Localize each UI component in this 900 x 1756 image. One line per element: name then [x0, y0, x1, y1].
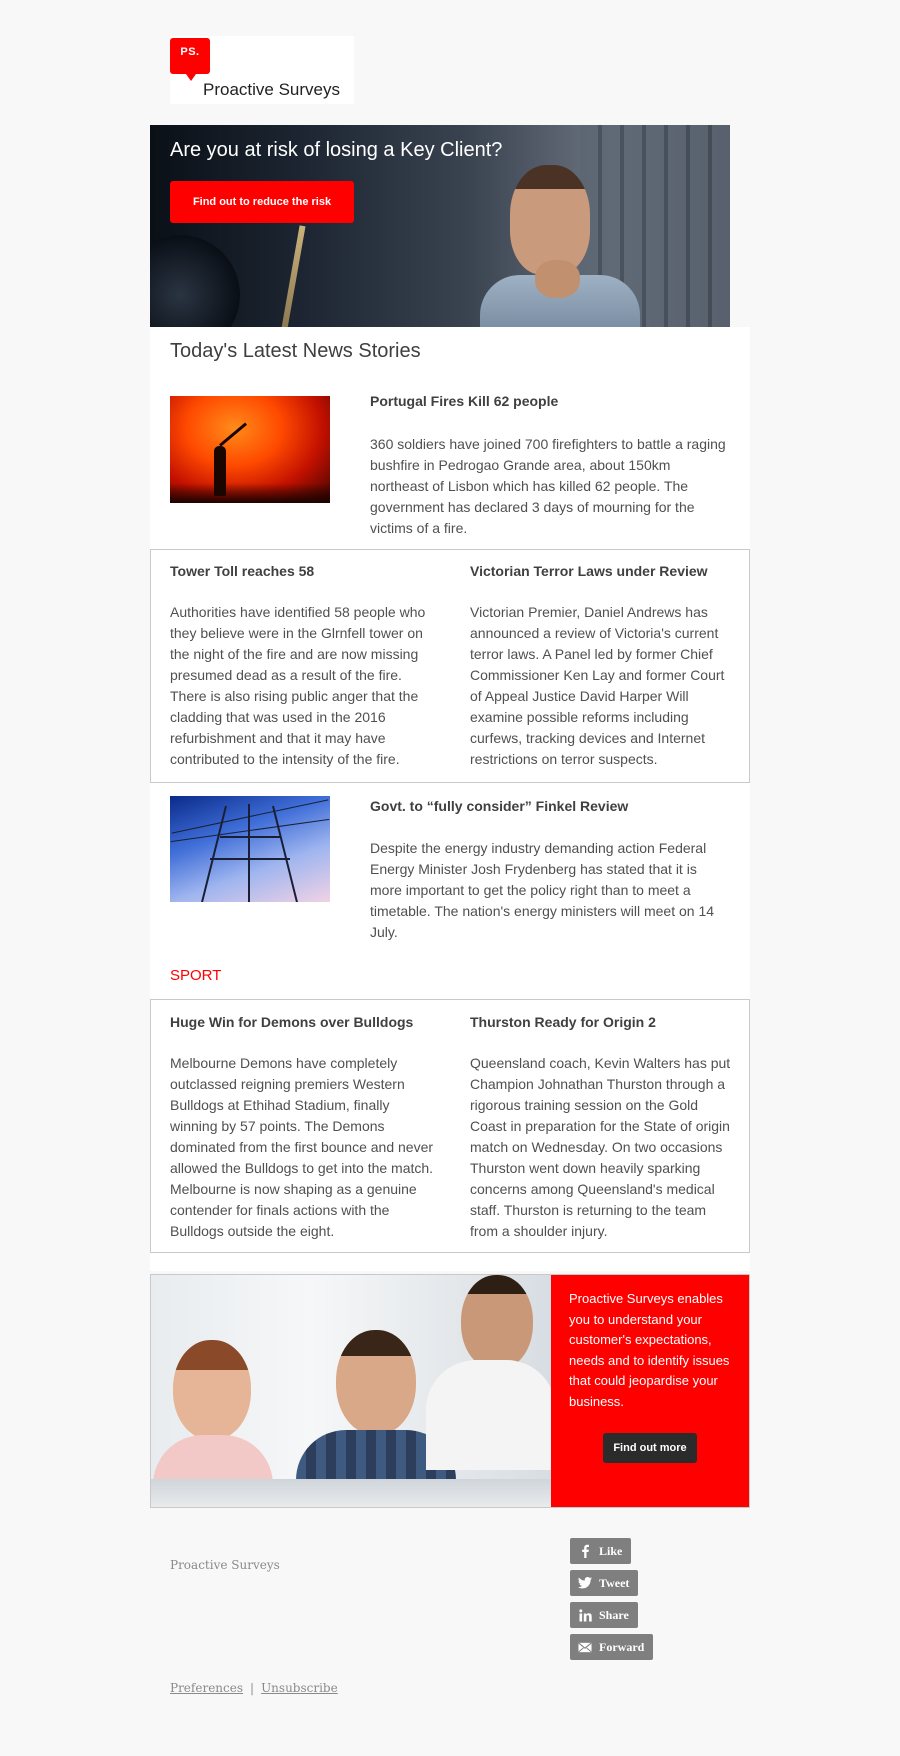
preferences-link[interactable]: Preferences	[170, 1681, 244, 1695]
twitter-icon	[578, 1576, 592, 1590]
hero-title: Are you at risk of losing a Key Client?	[170, 139, 503, 161]
like-label: Like	[599, 1543, 623, 1558]
promo-text: Proactive Surveys enables you to understand your customer's expectations, needs and to identify issues that could jeopardise your business.	[569, 1291, 730, 1409]
story-body-terror-laws: Victorian Premier, Daniel Andrews has announced a review of Victoria's current terror laws. A Panel led by former Chief Commissioner Ken Lay and former Court of Appeal Justice David Harper Will examine possible reforms including curfews, tracking devices and Internet restrictions on terror suspects.	[470, 604, 725, 767]
twitter-tweet-button[interactable]	[570, 1570, 638, 1596]
linkedin-icon	[578, 1608, 592, 1622]
brand-logo[interactable]	[170, 36, 354, 104]
logo-wordmark: Proactive Surveys	[203, 80, 340, 99]
facebook-icon	[578, 1544, 592, 1558]
email-forward-button[interactable]	[570, 1634, 653, 1660]
sport-section-label: SPORT	[170, 967, 222, 984]
hero-background-light-image	[150, 235, 240, 327]
story-body-thurston: Queensland coach, Kevin Walters has put Champion Johnathan Thurston through a rigorous training session on the Gold Coast in preparation for the State of origin match on Wednesday. On two occasions Thurston went down heavily sparking concerns among Queensland's medical staff. Thurston is returning to the team from a shoulder injury.	[470, 1055, 731, 1239]
share-label: Share	[599, 1607, 629, 1622]
story-title-portugal-fires[interactable]: Portugal Fires Kill 62 people	[370, 393, 559, 409]
reduce-risk-button[interactable]: Find out to reduce the risk	[170, 181, 354, 223]
find-out-more-button[interactable]: Find out more	[603, 1433, 697, 1463]
footer-link-separator: |	[250, 1681, 255, 1695]
envelope-icon	[578, 1640, 592, 1654]
hero-man-photo	[480, 165, 640, 327]
story-title-demons-win[interactable]: Huge Win for Demons over Bulldogs	[170, 1014, 414, 1030]
facebook-like-button[interactable]	[570, 1538, 631, 1564]
news-section-title: Today's Latest News Stories	[170, 340, 421, 362]
story-body-finkel-review: Despite the energy industry demanding action Federal Energy Minister Josh Frydenberg has stated that it is more important to get the policy right than to meet a timetable. The nation's energy ministers will meet on 14 July.	[370, 840, 715, 940]
linkedin-share-button[interactable]	[570, 1602, 638, 1628]
sport-two-column-box	[150, 999, 750, 1253]
hero-banner	[150, 125, 730, 327]
story-title-thurston[interactable]: Thurston Ready for Origin 2	[470, 1014, 656, 1030]
team-meeting-photo	[151, 1275, 551, 1507]
promo-banner	[150, 1274, 750, 1508]
unsubscribe-link[interactable]: Unsubscribe	[261, 1681, 338, 1695]
story-title-terror-laws[interactable]: Victorian Terror Laws under Review	[470, 563, 708, 579]
tweet-label: Tweet	[599, 1575, 630, 1590]
hero-background-pole-image	[280, 225, 305, 327]
story-body-tower-toll: Authorities have identified 58 people who they believe were in the Glrnfell tower on the night of the fire and are now missing presumed dead as a result of the fire. There is also rising public anger that the cladding that was used in the 2016 refurbishment and that it may have contributed to the intensity of the fire.	[170, 604, 426, 767]
forward-label: Forward	[599, 1639, 645, 1654]
story-body-demons-win: Melbourne Demons have completely outclassed reigning premiers Western Bulldogs at Ethihad Stadium, finally winning by 57 points. The Demons dominated from the first bounce and never allowed the Bulldogs to get into the match. Melbourne is now shaping as a genuine contender for finals actions with the Bulldogs outside the eight.	[170, 1055, 434, 1239]
footer-brand: Proactive Surveys	[170, 1558, 280, 1572]
bushfire-photo[interactable]	[170, 396, 330, 503]
power-tower-photo[interactable]	[170, 796, 330, 902]
news-two-column-box	[150, 549, 750, 783]
story-body-portugal-fires: 360 soldiers have joined 700 firefighters to battle a raging bushfire in Pedrogao Grande area, about 150km northeast of Lisbon which has killed 62 people. The government has declared 3 days of mourning for the victims of a fire.	[370, 436, 726, 536]
story-title-tower-toll[interactable]: Tower Toll reaches 58	[170, 563, 315, 579]
footer-links	[170, 1681, 338, 1695]
story-title-finkel-review[interactable]: Govt. to “fully consider” Finkel Review	[370, 798, 629, 814]
logo-mark-text: PS.	[180, 46, 200, 58]
